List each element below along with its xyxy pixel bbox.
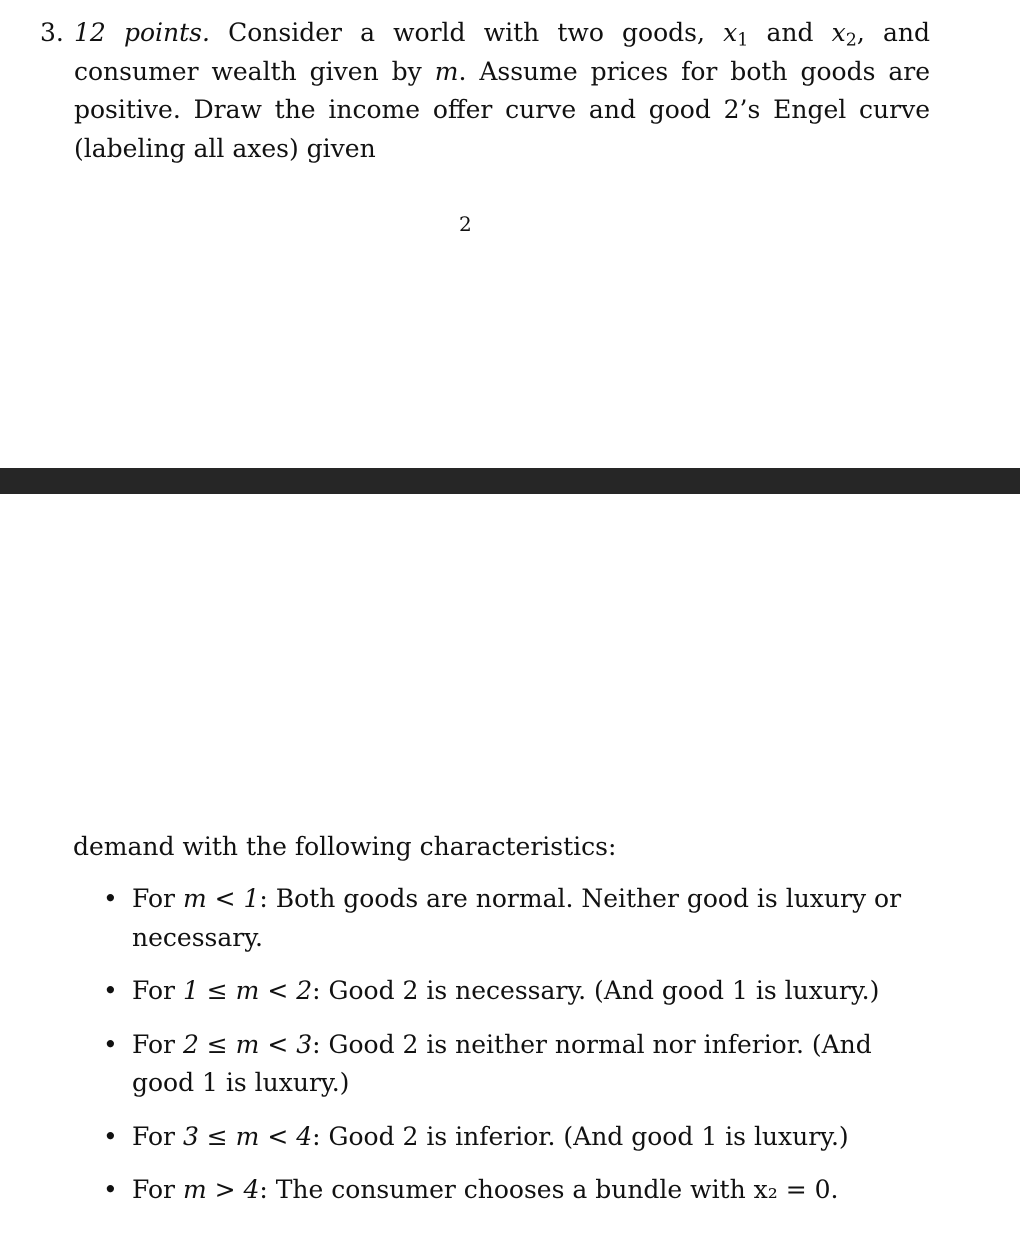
condition-math: m > 4 <box>182 1175 260 1204</box>
var-x2: $x_2$ <box>831 18 857 51</box>
problem-number: 3. <box>40 18 64 47</box>
var-m: m <box>434 56 459 86</box>
problem-points: 12 points. <box>74 18 210 47</box>
problem-text-a: Consider a world with two goods, <box>228 18 705 47</box>
condition-math: m < 1 <box>182 884 260 913</box>
condition-text: : Good 2 is inferior. (And good 1 is luxury.) <box>312 1121 849 1151</box>
condition-math: 3 ≤ m < 4 <box>182 1121 313 1151</box>
condition-text: : The consumer chooses a bundle with x₂ = 0. <box>259 1175 839 1204</box>
condition-item: • For 2 ≤ m < 3: Good 2 is neither normal nor inferior. (And good 1 is luxury.) <box>73 1026 933 1103</box>
condition-item: • For m < 1: Both goods are normal. Neither good is luxury or necessary. <box>73 880 933 957</box>
condition-text: : Good 2 is necessary. (And good 1 is luxury.) <box>312 976 880 1005</box>
bullet-icon: • <box>103 1121 118 1151</box>
problem-statement <box>40 14 930 168</box>
continued-text: demand with the following characteristics: <box>73 832 617 861</box>
bullet-icon: • <box>103 1029 118 1059</box>
var-x1: $x_1$ <box>723 18 749 51</box>
condition-item: • For 3 ≤ m < 4: Good 2 is inferior. (And good 1 is luxury.) <box>73 1118 933 1157</box>
conditions-list <box>73 880 933 1225</box>
condition-item: • For m > 4: The consumer chooses a bundle with x₂ = 0. <box>73 1171 933 1210</box>
condition-math: 2 ≤ m < 3 <box>182 1029 313 1059</box>
page-break-bar <box>0 468 1020 494</box>
condition-math: 1 ≤ m < 2 <box>182 976 313 1005</box>
page-number: 2 <box>459 212 472 236</box>
problem-text-b: , and consumer wealth given by <box>74 18 931 86</box>
problem-text-c: . Assume prices for both goods are positive. Draw the income offer curve and good 2’s Engel curve (labeling all axes) given <box>74 56 930 163</box>
condition-item: • For 1 ≤ m < 2: Good 2 is necessary. (And good 1 is luxury.) <box>73 972 933 1011</box>
bullet-icon: • <box>103 976 118 1005</box>
bullet-icon: • <box>103 884 118 913</box>
and-word: and <box>766 18 814 47</box>
condition-text: : Good 2 is neither normal nor inferior. (And good 1 is luxury.) <box>132 1029 872 1097</box>
bullet-icon: • <box>103 1175 118 1204</box>
condition-text: : Both goods are normal. Neither good is luxury or necessary. <box>132 884 902 952</box>
